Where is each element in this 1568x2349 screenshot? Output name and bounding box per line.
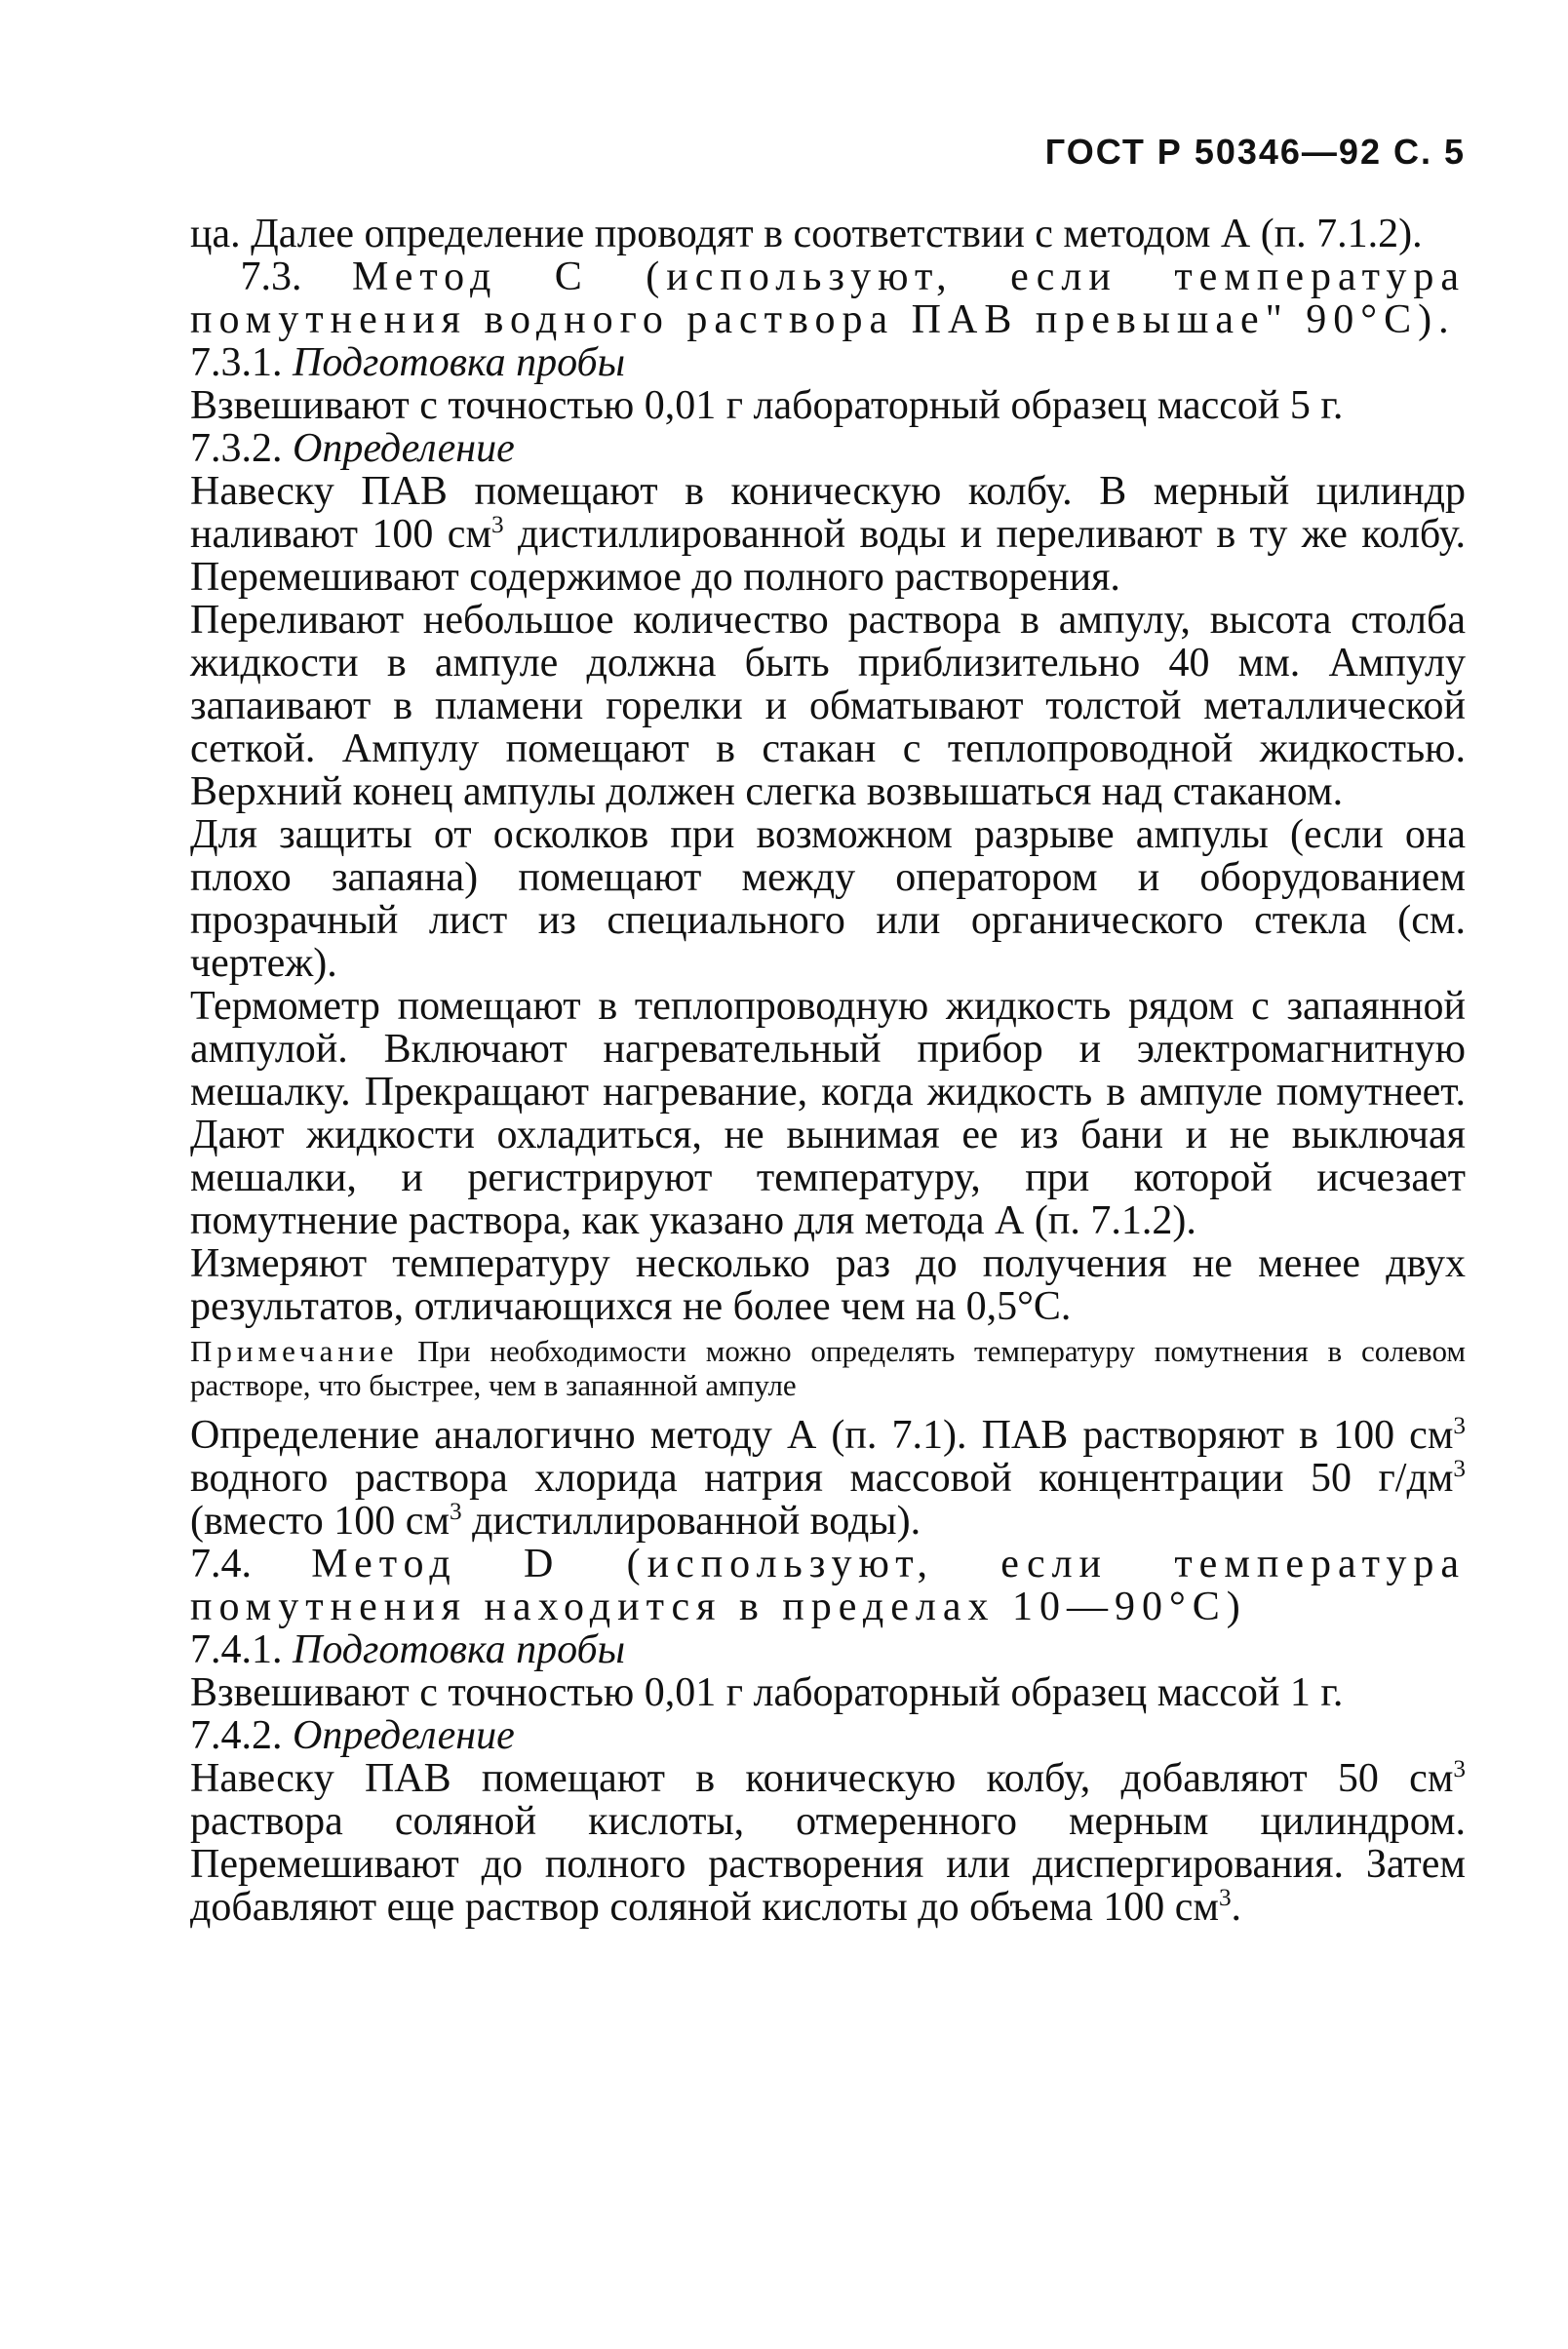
paragraph	[190, 1671, 1466, 1714]
paragraph-text: дистиллированной воды и переливают в ту же колбу. Перемешивают содержимое до полного растворения.	[190, 512, 1466, 600]
paragraph-text: Взвешивают с точностью 0,01 г лабораторный образец массой 5 г.	[190, 383, 1344, 428]
section-title: Метод С (используют, если температура помутнения водного раствора ПАВ превышае" 90°С).	[190, 254, 1467, 342]
superscript: 3	[1453, 1413, 1466, 1439]
section-heading	[190, 255, 1466, 341]
body-text	[190, 213, 1466, 1929]
subsection-heading	[190, 341, 1466, 384]
section-title: Определение	[293, 1713, 515, 1758]
section-number: 7.4.	[190, 1542, 252, 1586]
subsection-heading	[190, 1628, 1466, 1671]
section-number: 7.4.1.	[190, 1627, 283, 1672]
paragraph	[190, 1414, 1466, 1543]
section-title: Метод D (используют, если температура помутнения находится в пределах 10—90°С)	[190, 1542, 1467, 1629]
paragraph-text: Для защиты от осколков при возможном разрыве ампулы (если она плохо запаяна) помещают между оператором и оборудованием прозрачный лист из специального или органического стекла (см. чертеж).	[190, 812, 1466, 986]
note-text: При необходимости можно определять температуру помутнения в солевом растворе, что быстрее, чем в запаянной ампуле	[190, 1334, 1466, 1402]
paragraph-text: (вместо 100 см	[190, 1499, 451, 1544]
paragraph	[190, 813, 1466, 985]
note-label: Примечание	[190, 1334, 399, 1368]
paragraph-text: Измеряют температуру несколько раз до получения не менее двух результатов, отличающихся не более чем на 0,5°С.	[190, 1241, 1466, 1329]
paragraph-text: Взвешивают с точностью 0,01 г лабораторный образец массой 1 г.	[190, 1670, 1344, 1715]
paragraph-text: .	[1231, 1885, 1242, 1930]
superscript: 3	[450, 1499, 462, 1525]
section-title: Подготовка пробы	[293, 340, 626, 385]
paragraph-text: дистиллированной воды).	[461, 1499, 921, 1544]
paragraph	[190, 1757, 1466, 1929]
paragraph-text: раствора соляной кислоты, отмеренного мерным цилиндром. Перемешивают до полного растворения или диспергирования. Затем добавляют еще раствор соляной кислоты до объема 100 см	[190, 1799, 1466, 1930]
section-title: Подготовка пробы	[293, 1627, 626, 1672]
section-heading	[190, 1543, 1466, 1628]
subsection-heading	[190, 427, 1466, 470]
subsection-heading	[190, 1714, 1466, 1757]
note	[190, 1334, 1466, 1402]
superscript: 3	[1453, 1756, 1466, 1782]
paragraph-text: Навеску ПАВ помещают в коническую колбу, добавляют 50 см	[190, 1756, 1454, 1801]
superscript: 3	[491, 512, 504, 538]
paragraph-text: Определение аналогично методу А (п. 7.1). ПАВ растворяют в 100 см	[190, 1413, 1454, 1458]
section-number: 7.3.2.	[190, 426, 283, 471]
section-number: 7.4.2.	[190, 1713, 283, 1758]
section-number: 7.3.1.	[190, 340, 283, 385]
paragraph-text: Термометр помещают в теплопроводную жидкость рядом с запаянной ампулой. Включают нагревательный прибор и электромагнитную мешалку. Прекращают нагревание, когда жидкость в ампуле помутнеет. Дают жидкости охладиться, не вынимая ее из бани и не выключая мешалки, и регистрируют температуру, при которой исчезает помутнение раствора, как указано для метода А (п. 7.1.2).	[190, 984, 1466, 1243]
paragraph	[190, 470, 1466, 599]
paragraph-text: Переливают небольшое количество раствора в ампулу, высота столба жидкости в ампуле должна быть приблизительно 40 мм. Ампулу запаивают в пламени горелки и обматывают толстой металлической сеткой. Ампулу помещают в стакан с теплопроводной жидкостью. Верхний конец ампулы должен слегка возвышаться над стаканом.	[190, 598, 1466, 814]
paragraph	[190, 1242, 1466, 1328]
paragraph-text: водного раствора хлорида натрия массовой концентрации 50 г/дм	[190, 1456, 1454, 1501]
paragraph	[190, 985, 1466, 1242]
paragraph	[190, 384, 1466, 427]
superscript: 3	[1453, 1456, 1466, 1482]
paragraph-text: Навеску ПАВ помещают в коническую колбу. В мерный цилиндр наливают 100 см	[190, 469, 1466, 557]
running-header: ГОСТ Р 50346—92 С. 5	[1044, 132, 1466, 172]
paragraph-text: ца. Далее определение проводят в соответствии с методом А (п. 7.1.2).	[190, 212, 1423, 256]
paragraph	[190, 213, 1466, 255]
section-title: Определение	[293, 426, 515, 471]
superscript: 3	[1218, 1885, 1232, 1911]
paragraph	[190, 599, 1466, 813]
section-number: 7.3.	[240, 254, 302, 299]
